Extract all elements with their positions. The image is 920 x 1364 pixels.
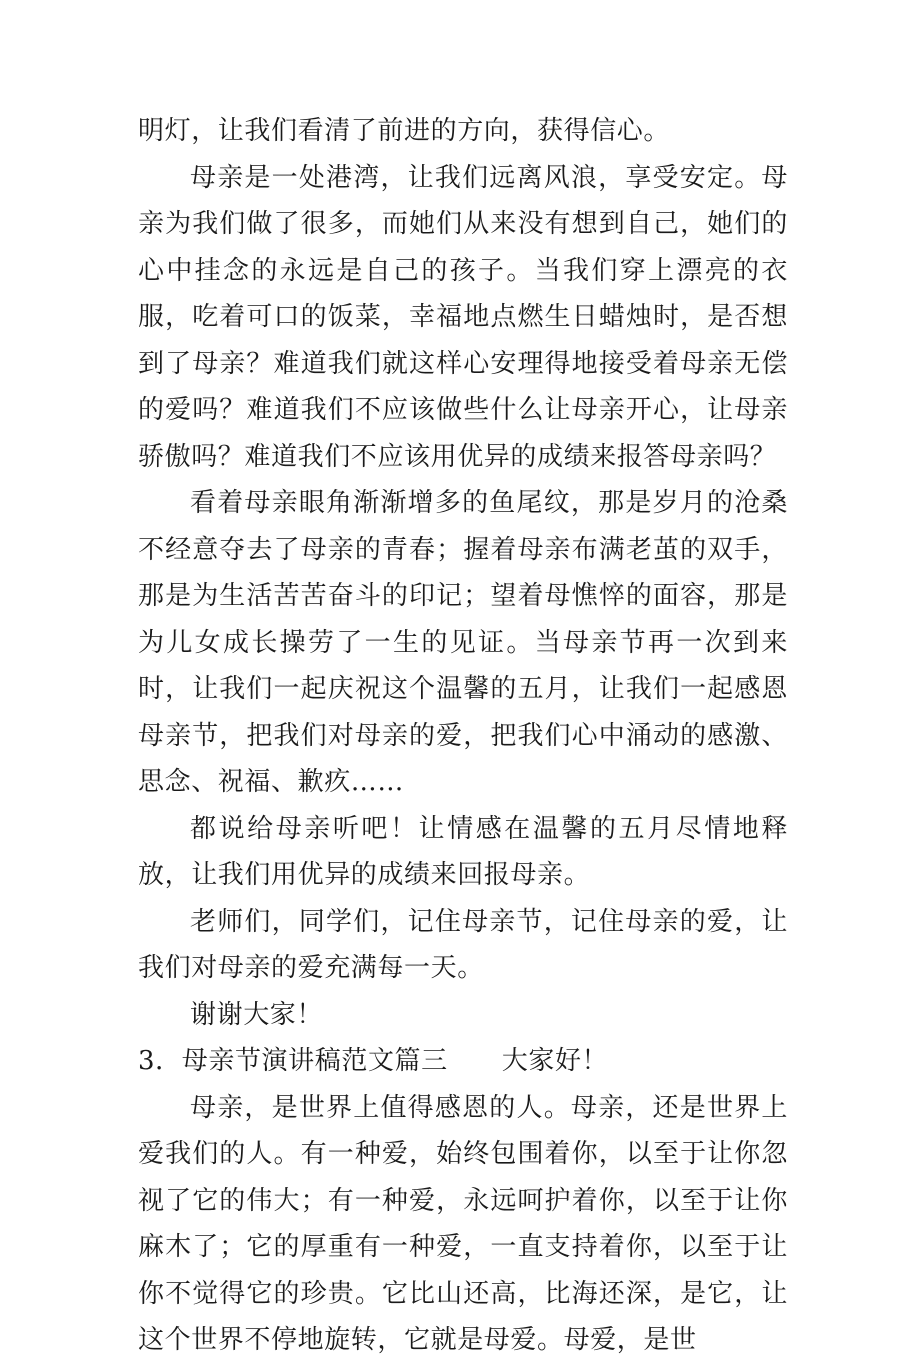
document-body bbox=[138, 108, 788, 1364]
paragraph-tell-mother: 都说给母亲听吧！让情感在温馨的五月尽情地释放，让我们用优异的成绩来回报母亲。 bbox=[138, 813, 788, 890]
paragraph-mother-love: 母亲，是世界上值得感恩的人。母亲，还是世界上爱我们的人。有一种爱，始终包围着你，以至于让你忽视了它的伟大；有一种爱，永远呵护着你，以至于让你麻木了；它的厚重有一种爱，一直支持着你，以至于让你不觉得它的珍贵。它比山还高，比海还深，是它，让这个世界不停地旋转，它就是母爱。母爱，是世 bbox=[138, 1092, 788, 1355]
paragraph-wrinkles: 看着母亲眼角渐渐增多的鱼尾纹，那是岁月的沧桑不经意夺去了母亲的青春；握着母亲布满老茧的双手，那是为生活苦苦奋斗的印记；望着母憔悴的面容，那是为儿女成长操劳了一生的见证。当母亲节再一次到来时，让我们一起庆祝这个温馨的五月，让我们一起感恩母亲节，把我们对母亲的爱，把我们心中涌动的感激、思念、祝福、歉疚…… bbox=[138, 488, 788, 797]
paragraph-harbor: 母亲是一处港湾，让我们远离风浪，享受安定。母亲为我们做了很多，而她们从来没有想到自己，她们的心中挂念的永远是自己的孩子。当我们穿上漂亮的衣服，吃着可口的饭菜，幸福地点燃生日蜡烛时，是否想到了母亲？难道我们就这样心安理得地接受着母亲无偿的爱吗？难道我们不应该做些什么让母亲开心，让母亲骄傲吗？难道我们不应该用优异的成绩来报答母亲吗？ bbox=[138, 162, 788, 472]
section-title: 3．母亲节演讲稿范文篇三 bbox=[138, 1046, 448, 1076]
paragraph-thanks: 谢谢大家！ bbox=[190, 999, 324, 1030]
section-greeting: 大家好！ bbox=[501, 1046, 609, 1076]
section-heading bbox=[138, 1038, 788, 1085]
paragraph-continuation: 明灯，让我们看清了前进的方向，获得信心。 bbox=[138, 116, 671, 146]
paragraph-remember: 老师们，同学们，记住母亲节，记住母亲的爱，让我们对母亲的爱充满每一天。 bbox=[138, 906, 788, 983]
